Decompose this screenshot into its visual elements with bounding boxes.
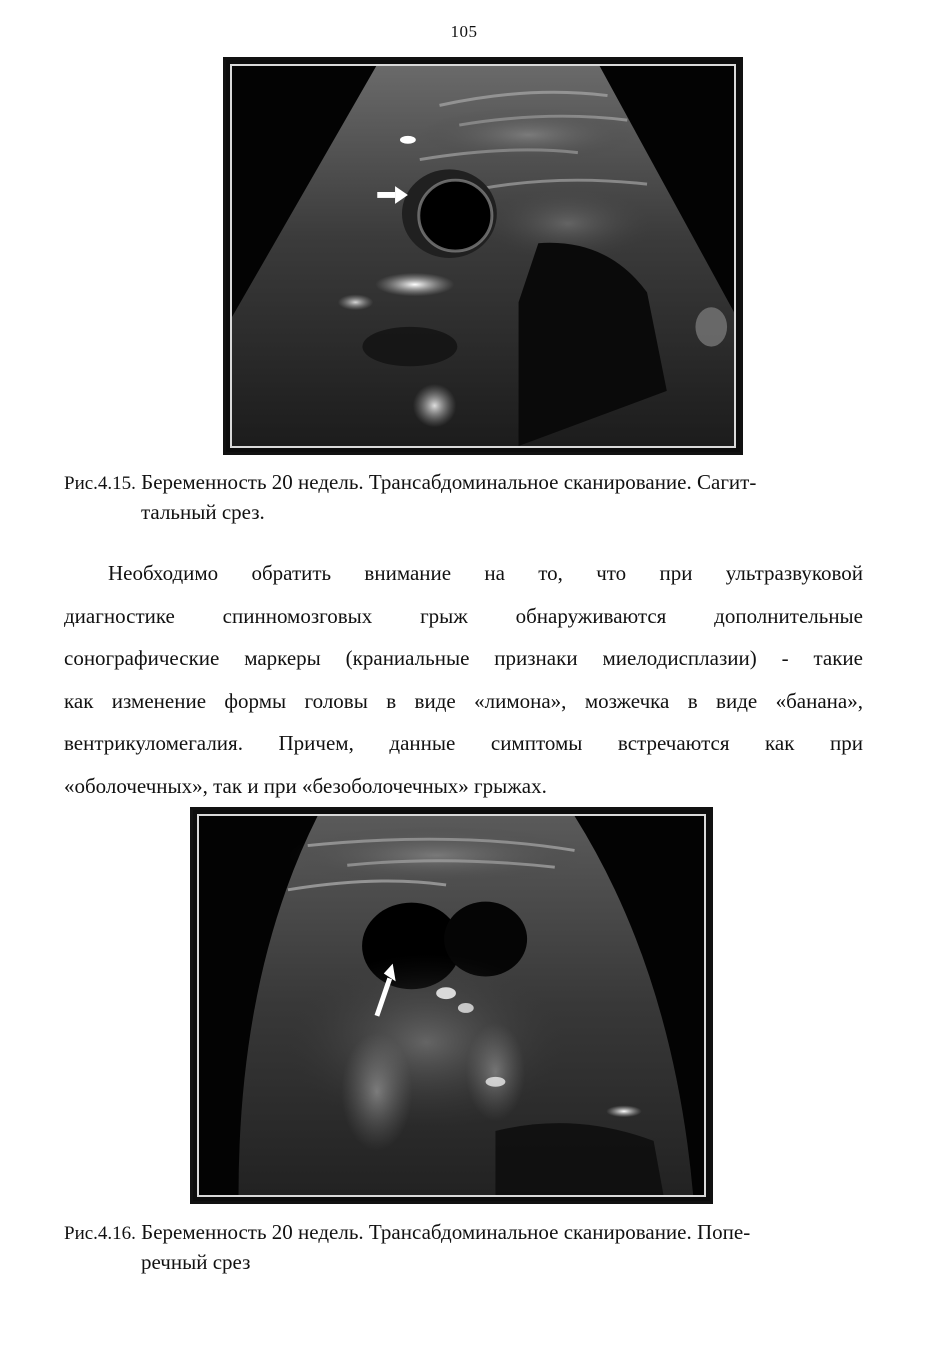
paragraph-line: «оболочечных», так и при «безоболочечных» грыжах.	[64, 773, 547, 798]
ultrasound-image-sagittal	[223, 57, 743, 455]
figure-caption-2	[64, 1218, 864, 1277]
caption-text-continued: тальный срез.	[141, 500, 265, 524]
page-number: 105	[450, 22, 478, 41]
paragraph-line: диагностике спинномозговых грыж обнаруживаются дополнительные	[64, 603, 863, 628]
paragraph-line: сонографические маркеры (краниальные признаки миелодисплазии) - такие	[64, 646, 863, 671]
paragraph-line: Необходимо обратить внимание на то, что при ультразвуковой	[108, 561, 863, 585]
paragraph-line: как изменение формы головы в виде «лимона», мозжечка в виде «банана»,	[64, 688, 863, 713]
ultrasound-scan-graphic	[232, 66, 734, 446]
ultrasound-image-transverse	[190, 807, 713, 1204]
caption-label: Рис.4.15.	[64, 473, 136, 494]
body-paragraph	[64, 552, 863, 808]
caption-label: Рис.4.16.	[64, 1223, 136, 1244]
caption-text-continued: речный срез	[141, 1250, 251, 1274]
paragraph-line: вентрикуломегалия. Причем, данные симптомы встречаются как при	[64, 731, 863, 756]
ultrasound-scan-graphic	[199, 816, 704, 1195]
caption-text: Беременность 20 недель. Трансабдоминальное сканирование. Попе-	[141, 1220, 751, 1244]
caption-text: Беременность 20 недель. Трансабдоминальное сканирование. Сагит-	[141, 470, 757, 494]
figure-caption-1	[64, 468, 864, 527]
